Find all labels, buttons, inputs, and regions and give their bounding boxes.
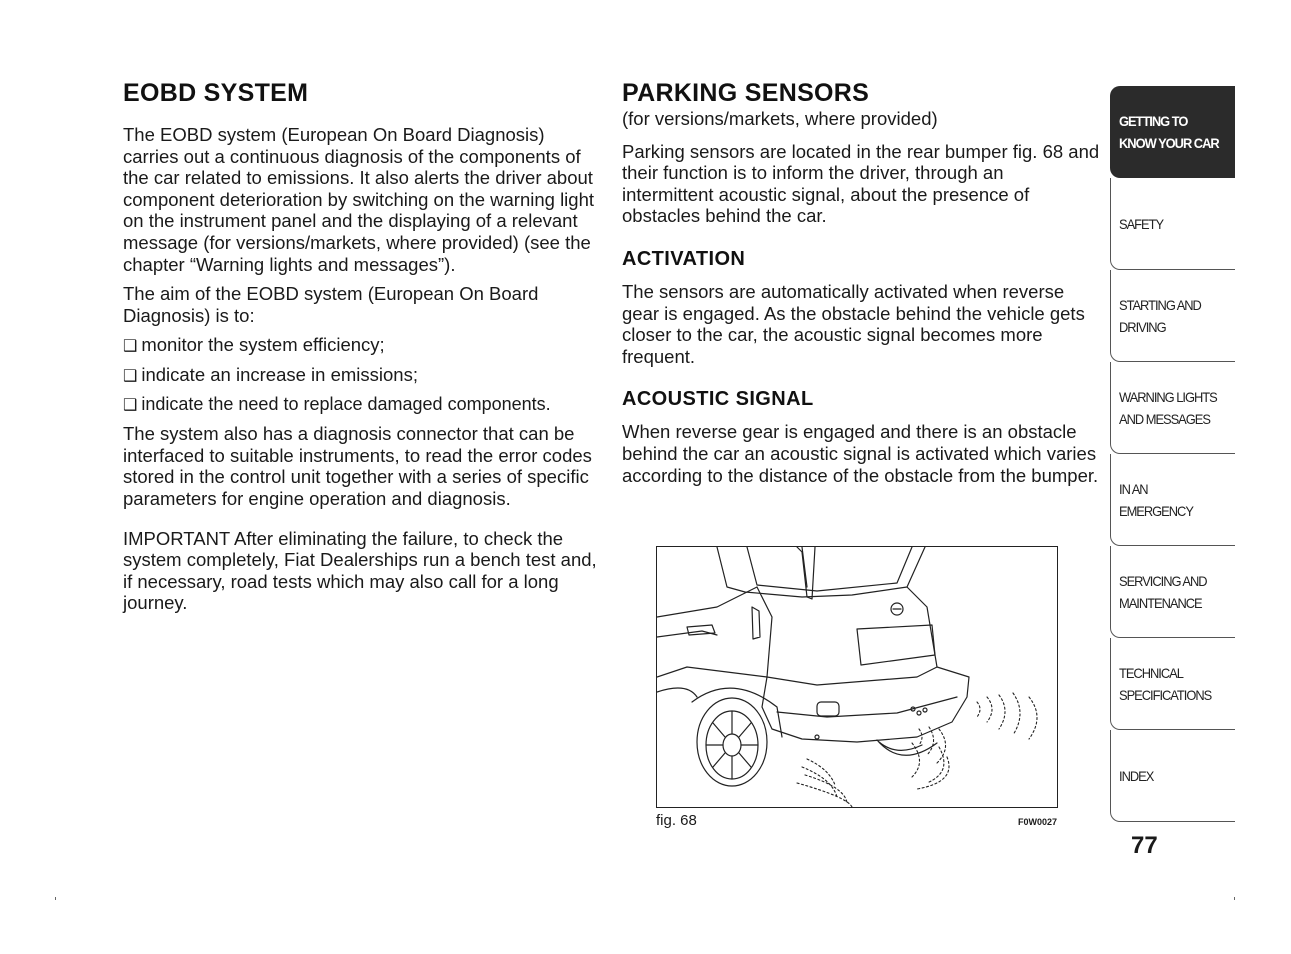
eobd-bullet-text: monitor the system efficiency;: [141, 334, 385, 356]
eobd-paragraph-2: The aim of the EOBD system (European On Board Diagnosis) is to:: [123, 283, 539, 326]
figure-code: F0W0027: [1018, 817, 1058, 827]
eobd-paragraph-3: The system also has a diagnosis connector that can be interfaced to suitable instruments, to read the error codes stored in the control unit together with a series of specific parameters for engine operation and diagnosis.: [123, 423, 592, 509]
tab-getting-to-know-your-car[interactable]: [1110, 86, 1235, 178]
tab-label: SERVICING AND MAINTENANCE: [1119, 572, 1207, 611]
activation-heading: ACTIVATION: [622, 247, 746, 270]
tab-label: GETTING TO KNOW YOUR CAR: [1119, 112, 1219, 151]
checkbox-bullet-icon: ❑: [123, 336, 138, 356]
tab-label: SAFETY: [1119, 215, 1164, 232]
eobd-paragraph-1: The EOBD system (European On Board Diagnosis) carries out a continuous diagnosis of the components of the car related to emissions. It also alerts the driver about component deterioration by switching on the warning light on the instrument panel and the displaying of a relevant message (for versions/markets, where provided) (see the chapter “Warning lights and messages”).: [123, 124, 595, 275]
eobd-title: EOBD SYSTEM: [123, 79, 309, 107]
acoustic-signal-heading: ACOUSTIC SIGNAL: [622, 388, 814, 411]
car-rear-illustration: [657, 547, 1057, 807]
tab-servicing-and-maintenance[interactable]: [1110, 546, 1235, 638]
tab-technical-specifications[interactable]: [1110, 638, 1235, 730]
tab-index[interactable]: [1110, 730, 1235, 822]
parking-sensors-section: [622, 78, 1100, 486]
eobd-bullet-1: [123, 334, 598, 356]
parking-title: PARKING SENSORS: [622, 79, 870, 107]
parking-sensor-illustration: [656, 546, 1058, 808]
tab-label: IN AN EMERGENCY: [1119, 480, 1193, 519]
tab-safety[interactable]: [1110, 178, 1235, 270]
tab-in-an-emergency[interactable]: [1110, 454, 1235, 546]
checkbox-bullet-icon: ❑: [123, 394, 138, 414]
eobd-bullet-3: [123, 394, 598, 416]
activation-text: The sensors are automatically activated when reverse gear is engaged. As the obstacle behind the vehicle gets closer to the car, the acoustic signal becomes more frequent.: [622, 280, 1085, 367]
tab-starting-and-driving[interactable]: [1110, 270, 1235, 362]
figure-caption: fig. 68: [656, 812, 697, 829]
tab-label: STARTING AND DRIVING: [1119, 296, 1201, 335]
tab-label: TECHNICAL SPECIFICATIONS: [1119, 664, 1212, 703]
tab-warning-lights-and-messages[interactable]: [1110, 362, 1235, 454]
tab-label: WARNING LIGHTS AND MESSAGES: [1119, 388, 1217, 427]
page-number: 77: [1131, 832, 1158, 859]
parking-subtitle: (for versions/markets, where provided): [622, 108, 938, 129]
checkbox-bullet-icon: ❑: [123, 365, 138, 385]
acoustic-signal-text: When reverse gear is engaged and there is an obstacle behind the car an acoustic signal is activated which varies according to the distance of the obstacle from the bumper.: [622, 421, 1099, 486]
eobd-bullet-2: [123, 364, 598, 386]
tab-label: INDEX: [1119, 767, 1154, 784]
chapter-tabs: [1110, 86, 1235, 822]
crop-mark: [55, 897, 56, 900]
eobd-important-note: IMPORTANT After eliminating the failure, to check the system completely, Fiat Dealerships run a bench test and, if necessary, road tests which may also call for a long journey.: [123, 527, 597, 614]
eobd-bullet-text: indicate an increase in emissions;: [141, 363, 418, 385]
parking-intro: Parking sensors are located in the rear bumper fig. 68 and their function is to inform the driver, through an intermittent acoustic signal, about the presence of obstacles behind the car.: [622, 140, 1100, 227]
eobd-section: [123, 78, 598, 614]
crop-mark: [1234, 897, 1235, 900]
eobd-bullet-text: indicate the need to replace damaged components.: [141, 393, 551, 414]
